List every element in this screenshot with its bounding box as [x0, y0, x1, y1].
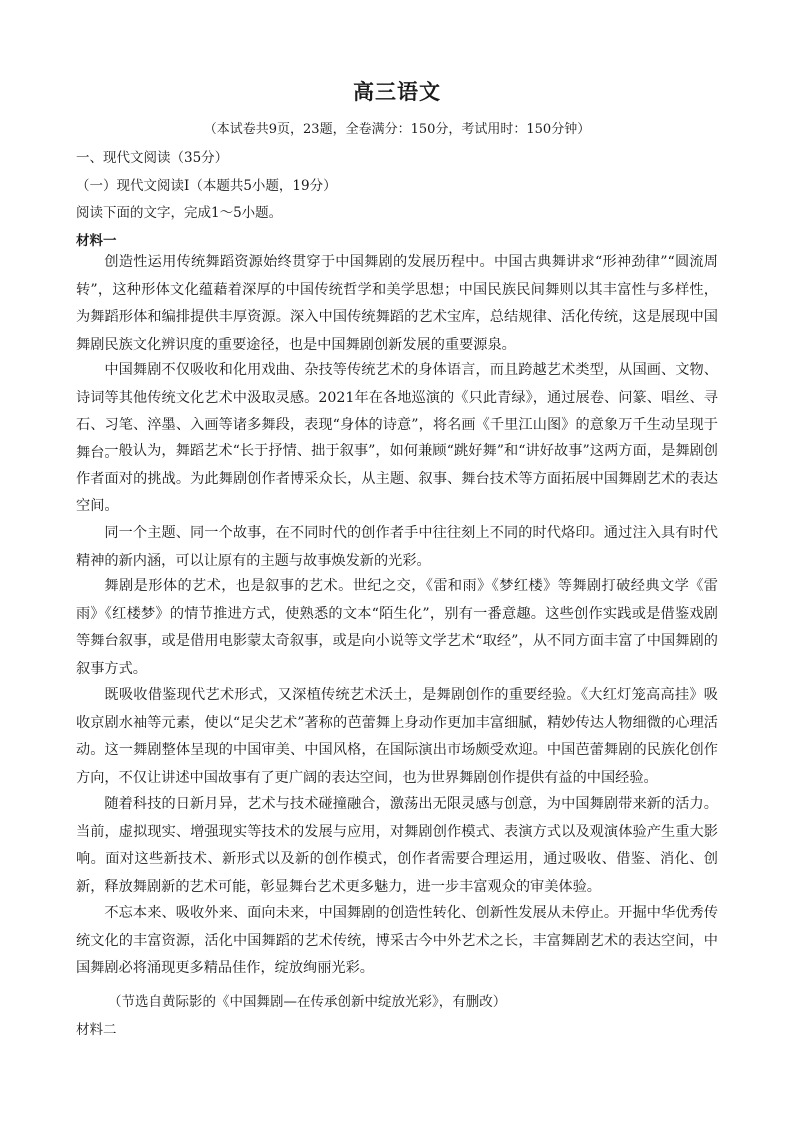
source-citation: （节选自黄际影的《中国舞剧—在传承创新中绽放光彩》，有删改） — [108, 994, 507, 1010]
material-two-label: 材料二 — [76, 1022, 117, 1038]
section-heading: 一、现代文阅读（35分） — [76, 150, 229, 166]
paragraph-1: 创造性运用传统舞蹈资源始终贯穿于中国舞剧的发展历程中。中国古典舞讲求“形神劲律”“圆流周转”，这种形体文化蕴藉着深厚的中国传统哲学和美学思想；中国民族民间舞则以其丰富性与多样性，为舞蹈形体和编排提供丰厚资源。深入中国传统舞蹈的艺术宝库，总结规律、活化传统，这是展现中国舞剧民族文化辨识度的重要途径，也是中国舞剧创新发展的重要源泉。 — [76, 254, 718, 353]
sub-section-heading: （一）现代文阅读Ⅰ（本题共5小题，19分） — [76, 178, 337, 194]
paragraph-5: 舞剧是形体的艺术，也是叙事的艺术。世纪之交，《雷和雨》《梦红楼》等舞剧打破经典文学《雷雨》《红楼梦》的情节推进方式，使熟悉的文本“陌生化”，别有一番意趣。这些创作实践或是借鉴戏剧等舞台叙事，或是借用电影蒙太奇叙事，或是向小说等文学艺术“取经”，从不同方面丰富了中国舞剧的叙事方式。 — [76, 578, 718, 677]
paragraph-8: 不忘本来、吸收外来、面向未来，中国舞剧的创造性转化、创新性发展从未停止。开掘中华优秀传统文化的丰富资源，活化中国舞蹈的艺术传统，博采古今中外艺术之长，丰富舞剧艺术的表达空间，中国舞剧必将涌现更多精品佳作，绽放绚丽光彩。 — [76, 905, 718, 977]
reading-instruction: 阅读下面的文字，完成1～5小题。 — [76, 205, 283, 221]
material-one-label: 材料一 — [76, 233, 117, 249]
page-title: 高三语文 — [353, 79, 441, 104]
exam-info: （本试卷共9页，23题，全卷满分：150分，考试用时：150分钟） — [203, 122, 591, 137]
paragraph-2: 中国舞剧不仅吸收和化用戏曲、杂技等传统艺术的身体语言，而且跨越艺术类型，从国画、文物、诗词等其他传统文化艺术中汲取灵感。2021年在各地巡演的《只此青绿》，通过展卷、问篆、唱丝、寻石、习笔、淬墨、入画等诸多舞段，表现“身体的诗意”，将名画《千里江山图》的意象万千生动呈现于舞台。 — [76, 362, 718, 461]
paragraph-6: 既吸收借鉴现代艺术形式，又深植传统艺术沃土，是舞剧创作的重要经验。《大红灯笼高高挂》吸收京剧水袖等元素，使以“足尖艺术”著称的芭蕾舞上身动作更加丰富细腻，精妙传达人物细微的心理活动。这一舞剧整体呈现的中国审美、中国风格，在国际演出市场颇受欢迎。中国芭蕾舞剧的民族化创作方向，不仅让讲述中国故事有了更广阔的表达空间，也为世界舞剧创作提供有益的中国经验。 — [76, 687, 718, 786]
paragraph-3: 一般认为，舞蹈艺术“长于抒情、拙于叙事”，如何兼顾“跳好舞”和“讲好故事”这两方面，是舞剧创作者面对的挑战。为此舞剧创作者博采众长，从主题、叙事、舞台技术等方面拓展中国舞剧艺术的表达空间。 — [76, 443, 718, 515]
paragraph-7: 随着科技的日新月异，艺术与技术碰撞融合，激荡出无限灵感与创意，为中国舞剧带来新的活力。当前，虚拟现实、增强现实等技术的发展与应用，对舞剧创作模式、表演方式以及观演体验产生重大影响。面对这些新技术、新形式以及新的创作模式，创作者需要合理运用，通过吸收、借鉴、消化、创新，释放舞剧新的艺术可能，彰显舞台艺术更多魅力，进一步丰富观众的审美体验。 — [76, 796, 718, 895]
paragraph-4: 同一个主题、同一个故事，在不同时代的创作者手中往往刻上不同的时代烙印。通过注入具有时代精神的新内涵，可以让原有的主题与故事焕发新的光彩。 — [76, 525, 718, 569]
